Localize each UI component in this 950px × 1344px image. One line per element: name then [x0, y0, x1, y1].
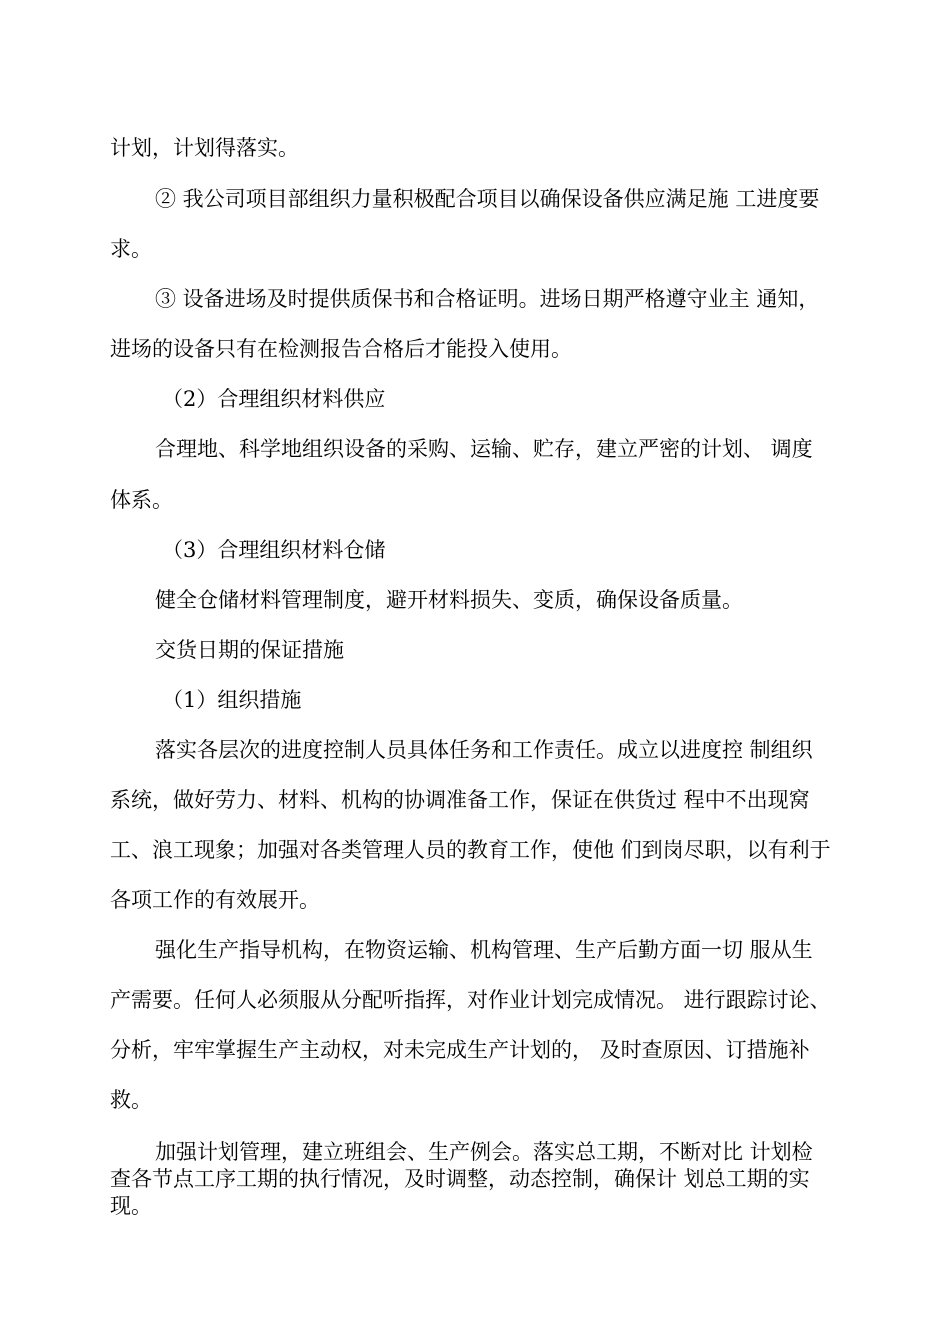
text-line: 工、浪工现象；加强对各类管理人员的教育工作，使他 们到岗尽职，以有利于 [110, 838, 831, 862]
text-line: 健全仓储材料管理制度，避开材料损失、变质，确保设备质量。 [155, 588, 743, 612]
text-line: 进场的设备只有在检测报告合格后才能投入使用。 [110, 337, 572, 361]
section-heading: （3）合理组织材料仓储 [162, 538, 386, 562]
text-line: 加强计划管理，建立班组会、生产例会。落实总工期，不断对比 计划检 [155, 1140, 813, 1164]
text-line: 计划，计划得落实。 [110, 136, 299, 160]
text-line: 产需要。任何人必须服从分配听指挥，对作业计划完成情况。 进行跟踪讨论、 [110, 988, 831, 1012]
text-line: 体系。 [110, 488, 173, 512]
section-heading: 交货日期的保证措施 [155, 638, 344, 662]
text-line: 求。 [110, 237, 152, 261]
text-line: 各项工作的有效展开。 [110, 888, 320, 912]
text-line: 系统，做好劳力、材料、机构的协调准备工作，保证在供货过 程中不出现窝 [110, 788, 810, 812]
section-heading: （2）合理组织材料供应 [162, 387, 386, 411]
text-line: 现。 [110, 1194, 152, 1218]
text-line: 救。 [110, 1088, 152, 1112]
text-line: ② 我公司项目部组织力量积极配合项目以确保设备供应满足施 工进度要 [155, 187, 820, 211]
text-line: 落实各层次的进度控制人员具体任务和工作责任。成立以进度控 制组织 [155, 738, 813, 762]
text-line: 查各节点工序工期的执行情况，及时调整，动态控制，确保计 划总工期的实 [110, 1167, 810, 1191]
text-line: 合理地、科学地组织设备的采购、运输、贮存，建立严密的计划、 调度 [155, 437, 813, 461]
text-line: 分析，牢牢掌握生产主动权，对未完成生产计划的， 及时查原因、订措施补 [110, 1038, 810, 1062]
section-heading: （1）组织措施 [162, 688, 302, 712]
text-line: 强化生产指导机构，在物资运输、机构管理、生产后勤方面一切 服从生 [155, 938, 813, 962]
text-line: ③ 设备进场及时提供质保书和合格证明。进场日期严格遵守业主 通知， [155, 287, 820, 311]
